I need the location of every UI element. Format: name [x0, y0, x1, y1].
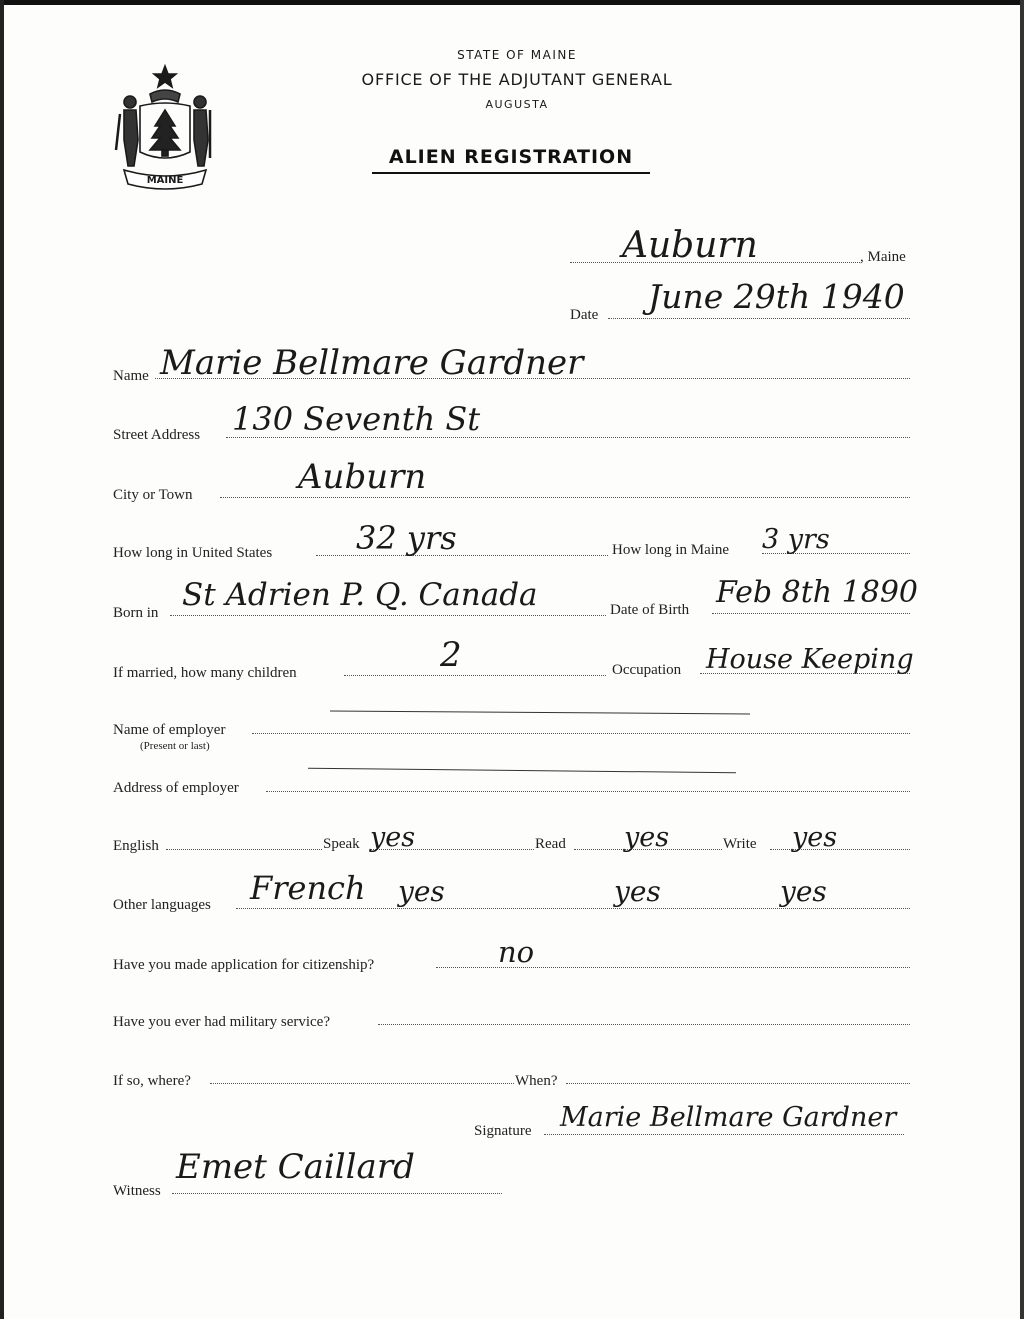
date-of-birth-value: Feb 8th 1890	[716, 575, 919, 610]
name-of-employer-line	[252, 733, 910, 734]
english-write-value: yes	[792, 822, 838, 853]
born-in-value: St Adrien P. Q. Canada	[182, 577, 538, 613]
date-label: Date	[570, 307, 599, 323]
maine-label: , Maine	[860, 249, 906, 265]
address-dash-stroke	[308, 768, 736, 773]
other-speak-value: yes	[398, 875, 445, 908]
english-speak-value: yes	[370, 822, 416, 853]
born-in-label: Born in	[113, 605, 159, 621]
witness-label: Witness	[113, 1183, 161, 1199]
other-read-value: yes	[614, 875, 661, 908]
date-of-birth-label: Date of Birth	[610, 602, 690, 618]
when-line	[566, 1083, 910, 1084]
city-or-town-value: Auburn	[298, 457, 427, 497]
occupation-value: House Keeping	[706, 644, 914, 675]
scan-border-top	[0, 0, 1024, 5]
form-title: ALIEN REGISTRATION	[388, 146, 634, 168]
name-of-employer-label: Name of employer	[113, 722, 226, 738]
seal-label: MAINE	[146, 175, 184, 186]
city-or-town-line	[220, 497, 910, 498]
write-label: Write	[723, 836, 757, 852]
scan-border-left	[0, 0, 4, 1319]
date-of-birth-line	[712, 613, 910, 614]
signature-line	[544, 1134, 904, 1135]
how-long-us-label: How long in United States	[113, 545, 273, 561]
name-label: Name	[113, 368, 149, 384]
how-long-maine-label: How long in Maine	[612, 542, 730, 558]
read-label: Read	[535, 836, 566, 852]
signature-value: Marie Bellmare Gardner	[560, 1102, 897, 1133]
when-label: When?	[515, 1073, 558, 1089]
header-city: AUGUSTA	[485, 98, 549, 111]
street-address-value: 130 Seventh St	[232, 400, 481, 438]
other-language-value: French	[250, 869, 366, 907]
how-long-us-value: 32 yrs	[356, 519, 457, 557]
address-of-employer-line	[266, 791, 910, 792]
speak-label: Speak	[323, 836, 360, 852]
write-line	[770, 849, 910, 850]
english-line	[166, 849, 322, 850]
english-read-value: yes	[624, 822, 670, 853]
street-address-label: Street Address	[113, 427, 201, 443]
signature-label: Signature	[474, 1123, 532, 1139]
address-of-employer-label: Address of employer	[113, 780, 239, 796]
if-married-label: If married, how many children	[113, 665, 297, 681]
children-value: 2	[440, 635, 462, 675]
scan-border-right	[1020, 0, 1024, 1319]
citizenship-label: Have you made application for citizenship?	[113, 957, 375, 973]
city-or-town-label: City or Town	[113, 487, 193, 503]
if-so-where-label: If so, where?	[113, 1073, 191, 1089]
military-line	[378, 1024, 910, 1025]
occupation-label: Occupation	[612, 662, 682, 678]
where-line	[210, 1083, 514, 1084]
english-label: English	[113, 838, 159, 854]
citizenship-value: no	[498, 935, 535, 969]
other-write-value: yes	[780, 875, 827, 908]
employer-dash-stroke	[330, 711, 750, 715]
date-line	[608, 318, 910, 319]
military-label: Have you ever had military service?	[113, 1014, 330, 1030]
header-office: OFFICE OF THE ADJUTANT GENERAL	[361, 70, 673, 89]
born-in-line	[170, 615, 606, 616]
other-languages-label: Other languages	[113, 897, 211, 913]
title-underline	[372, 172, 650, 174]
witness-line	[172, 1193, 502, 1194]
present-or-last-label: (Present or last)	[140, 740, 210, 752]
children-line	[344, 675, 606, 676]
witness-value: Emet Caillard	[176, 1147, 415, 1187]
date-value: June 29th 1940	[648, 277, 905, 316]
other-languages-line	[236, 908, 910, 909]
how-long-maine-value: 3 yrs	[762, 524, 830, 555]
town-value: Auburn	[622, 225, 758, 266]
header-state: STATE OF MAINE	[457, 48, 577, 62]
name-value: Marie Bellmare Gardner	[160, 343, 584, 383]
